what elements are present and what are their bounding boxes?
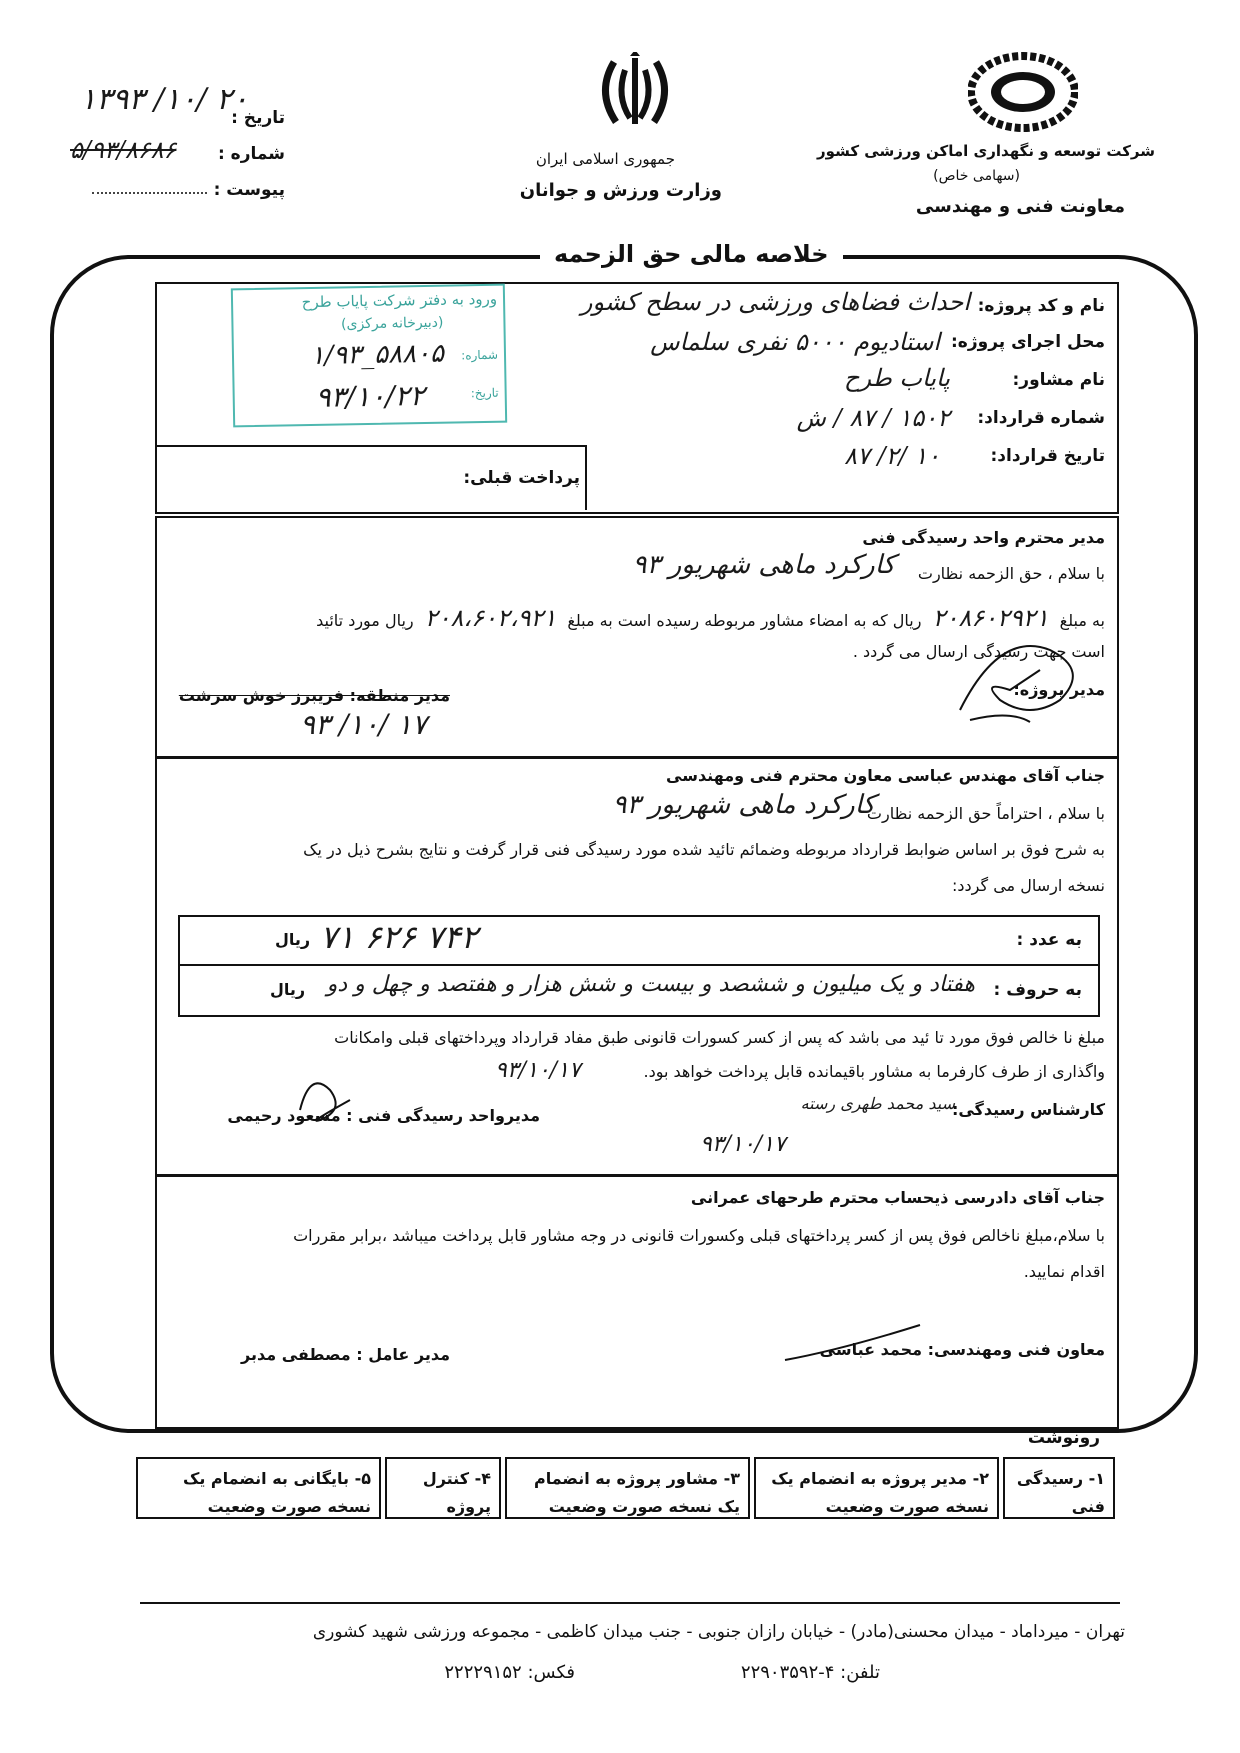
reviewer-label: کارشناس رسیدگی: (951, 1100, 1105, 1119)
section1-date: ۹۳ /۱۰/ ۱۷ (300, 708, 427, 741)
stamp-line2: (دبیرخانه مرکزی) (340, 314, 444, 333)
cc-item-3: ۳- مشاور پروژه به انضمام یک نسخه صورت وضعیت (505, 1457, 750, 1519)
amount-box (178, 915, 1100, 1017)
republic-name: جمهوری اسلامی ایران (535, 150, 675, 168)
attachment-label: پیوست : (213, 180, 285, 200)
words-rial: ریال (270, 980, 306, 999)
section2-period: کارکرد ماهی شهریور ۹۳ (612, 790, 875, 820)
unit-manager: مدیرواحد رسیدگی فنی : مسعود رحیمی (227, 1106, 540, 1125)
amount-text-a: به مبلغ (1059, 611, 1105, 630)
prev-payment-label: پرداخت قبلی: (463, 468, 580, 488)
project-manager-label: مدیر پروژه: (1013, 680, 1105, 699)
unit-manager-signature (290, 1070, 370, 1130)
numeric-rial: ریال (275, 930, 311, 949)
contract-date-value: ۸۷ /۲/ ۱۰ (844, 442, 940, 470)
cc-item-1: ۱- رسیدگی فنی (1003, 1457, 1115, 1519)
section1-period: کارکرد ماهی شهریور ۹۳ (632, 550, 895, 580)
reviewer-signature: سید محمد طهری رسته (800, 1094, 955, 1113)
footer-phone: تلفن: ۴-۲۲۹۰۳۵۹۲ (740, 1662, 880, 1683)
amount-text-c: ریال مورد تائید (316, 611, 414, 630)
document-title: خلاصه مالی حق الزحمه (540, 240, 843, 268)
words-value: هفتاد و یک میلیون و ششصد و بیست و شش هزار و هفتصد و چهل و دو (326, 972, 975, 997)
deputy-signature (780, 1320, 930, 1370)
number-value: ۵/۹۳/۸۶۸۶ (70, 136, 177, 164)
number-label: شماره : (217, 144, 285, 164)
cc-item-2: ۲- مدیر پروژه به انضمام یک نسخه صورت وضعیت (754, 1457, 999, 1519)
project-manager-signature (940, 610, 1100, 730)
receipt-stamp (231, 284, 507, 428)
stamp-number-value: ۱/۹۳_۵۸۸۰۵ (310, 338, 445, 372)
footer-fax: فکس: ۲۲۲۲۹۱۵۲ (444, 1662, 575, 1683)
region-manager: مدیر منطقه: فریبرز خوش سرشت (178, 686, 450, 705)
project-location-label: محل اجرای پروژه: (951, 332, 1105, 352)
prev-payment-divider (155, 445, 585, 447)
iran-emblem (594, 52, 676, 132)
section2-body-line1: به شرح فوق بر اساس ضوابط قرارداد مربوطه وضمائم تائید شده مورد رسیدگی فنی قرار گرفت و نتایج بشرح ذیل در یک (303, 840, 1105, 859)
cc-item-4: ۴- کنترل پروژه (385, 1457, 501, 1519)
section3-body-line2: اقدام نمایید. (1023, 1262, 1105, 1281)
stamp-line1: ورود به دفتر شرکت پایاب طرح (301, 289, 498, 312)
deputy-name: معاون فنی ومهندسی: محمد عباسی (819, 1340, 1105, 1359)
section2-greeting: با سلام ، احتراماً حق الزحمه نظارت (866, 804, 1105, 823)
amount-hand-a: ۲۰۸۶۰۲۹۲۱ (932, 604, 1049, 632)
numeric-value: ۷۱ ۶۲۶ ۷۴۲ (320, 918, 478, 956)
attachment-field (92, 192, 207, 194)
section3-salutation: جناب آقای دادرسی ذیحساب محترم طرحهای عمرانی (690, 1188, 1105, 1207)
section1-salutation: مدیر محترم واحد رسیدگی فنی (862, 528, 1105, 547)
amount-hand-b: ۲۰۸،۶۰۲،۹۲۱ (424, 604, 557, 632)
words-label: به حروف : (993, 980, 1082, 1000)
contract-date-label: تاریخ قرارداد: (990, 446, 1105, 466)
department: معاونت فنی و مهندسی (915, 196, 1125, 217)
footer-address: تهران - میرداماد - میدان محسنی(مادر) - خیابان رازان جنوبی - جنب میدان کاظمی - مجموعه ورزشی شهید کشوری (312, 1622, 1125, 1642)
amount-box-divider (178, 964, 1098, 966)
contract-number-label: شماره قرارداد: (977, 408, 1105, 428)
project-name-label: نام و کد پروژه: (977, 296, 1105, 316)
ceo-name: مدیر عامل : مصطفی مدبر (241, 1345, 450, 1364)
date-value: ۱۳۹۳ /۱۰/ ۲۰ (80, 82, 249, 117)
project-name-value: احداث فضاهای ورزشی در سطح کشور (580, 288, 970, 316)
company-name: شرکت توسعه و نگهداری اماکن ورزشی کشور (817, 142, 1155, 160)
section-payment-approval (155, 1175, 1119, 1429)
section2-body-line2: نسخه ارسال می گردد: (952, 876, 1105, 895)
section2-note-line2: واگذاری از طرف کارفرما به مشاور باقیمانده قابل پرداخت خواهد بود. (643, 1062, 1105, 1081)
cc-item-5: ۵- بایگانی به انضمام یک نسخه صورت وضعیت (136, 1457, 381, 1519)
stamp-number-label: شماره: (461, 347, 499, 363)
company-type: (سهامی خاص) (933, 168, 1020, 184)
consultant-value: پایاب طرح (843, 364, 950, 392)
consultant-label: نام مشاور: (1012, 370, 1105, 390)
section2-date1: ۹۳/۱۰/۱۷ (495, 1058, 581, 1083)
footer-rule (140, 1602, 1120, 1604)
company-logo (968, 52, 1078, 132)
stamp-date-label: تاریخ: (470, 385, 499, 401)
section2-note-line1: مبلغ نا خالص فوق مورد تا ئید می باشد که پس از کسر کسورات قانونی طبق مفاد قرارداد وپرداختهای قبلی وامکانات (334, 1028, 1105, 1047)
amount-text-b: ریال که به امضاء مشاور مربوطه رسیده است به مبلغ (567, 611, 922, 630)
ministry-name: وزارت ورزش و جوانان (519, 180, 722, 201)
numeric-label: به عدد : (1016, 930, 1082, 950)
section2-date2: ۹۳/۱۰/۱۷ (700, 1132, 786, 1157)
section1-sent-text: است جهت رسیدگی ارسال می گردد . (852, 642, 1105, 661)
contract-number-value: ۱۵۰۲ / ۸۷ / ش (796, 404, 950, 432)
section3-body-line1: با سلام،مبلغ ناخالص فوق پس از کسر پرداختهای قبلی وکسورات قانونی در وجه مشاور قابل پرداخت میباشد ،برابر مقررات (293, 1226, 1105, 1245)
cc-label: رونوشت (1027, 1428, 1100, 1448)
section2-salutation: جناب آقای مهندس عباسی معاون محترم فنی ومهندسی (666, 766, 1105, 785)
date-label: تاریخ : (231, 108, 285, 128)
project-location-value: استادیوم ۵۰۰۰ نفری سلماس (650, 328, 940, 356)
prev-payment-vdivider (585, 445, 587, 510)
stamp-date-value: ۹۳/۱۰/۲۲ (315, 379, 425, 414)
section1-greeting: با سلام ، حق الزحمه نظارت (917, 564, 1105, 583)
